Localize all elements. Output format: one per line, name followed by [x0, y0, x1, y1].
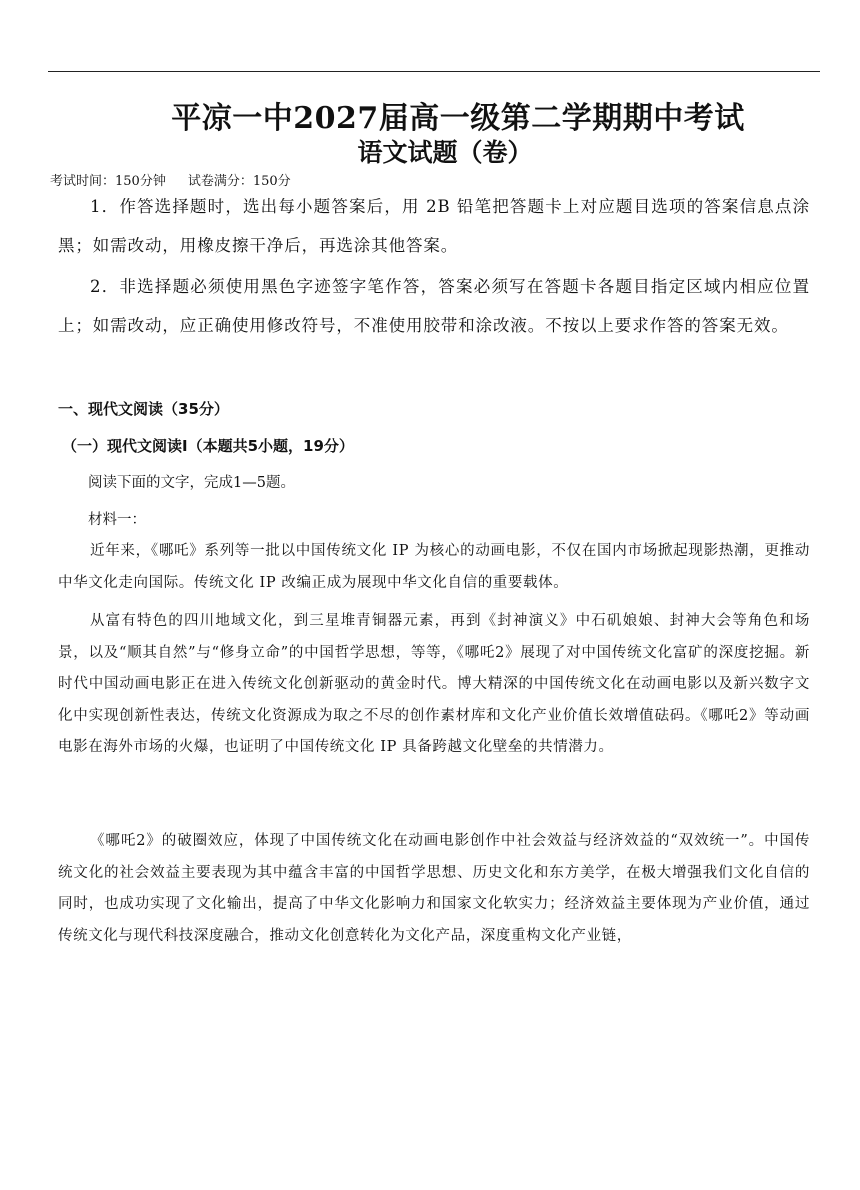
header-rule: [48, 71, 820, 72]
material-paragraph-2: 从富有特色的四川地域文化，到三星堆青铜器元素，再到《封神演义》中石矶娘娘、封神大会等角色和场景，以及“顺其自然”与“修身立命”的中国哲学思想，等等，《哪吒2》展现了对中国传统文化富矿的深度挖掘。新时代中国动画电影正在进入传统文化创新驱动的黄金时代。博大精深的中国传统文化在动画电影以及新兴数字文化中实现创新性表达，传统文化资源成为取之不尽的创作素材库和文化产业价值长效增值砝码。《哪吒2》等动画电影在海外市场的火爆，也证明了中国传统文化 IP 具备跨越文化壁垒的共情潜力。: [58, 613, 810, 755]
section-heading: 一、现代文阅读（35分）: [58, 400, 229, 418]
material-label: 材料一：: [88, 512, 146, 528]
exam-time-label: 考试时间：150分钟: [50, 174, 166, 189]
material-paragraph-1: 近年来，《哪吒》系列等一批以中国传统文化 IP 为核心的动画电影，不仅在国内市场掀起现影热潮，更推动中华文化走向国际。传统文化 IP 改编正成为展现中华文化自信的重要载体。: [58, 543, 810, 591]
exam-score-label: 试卷满分：150分: [187, 174, 291, 189]
instruction-1: 1．作答选择题时，选出每小题答案后，用 2B 铅笔把答题卡上对应题目选项的答案信息点涂黑；如需改动，用橡皮擦干净后，再选涂其他答案。: [58, 197, 810, 255]
subsection-heading: （一）现代文阅读Ⅰ（本题共5小题，19分）: [62, 437, 354, 455]
material-paragraph-3: 《哪吒2》的破圈效应，体现了中国传统文化在动画电影创作中社会效益与经济效益的“双效统一”。中国传统文化的社会效益主要表现为其中蕴含丰富的中国哲学思想、历史文化和东方美学，在极大增强我们文化自信的同时，也成功实现了文化输出，提高了中华文化影响力和国家文化软实力；经济效益主要体现为产业价值，通过传统文化与现代科技深度融合，推动文化创意转化为文化产品，深度重构文化产业链，: [58, 833, 810, 944]
reading-directions: 阅读下面的文字，完成1—5题。: [88, 475, 295, 491]
exam-title: 平凉一中2027届高一级第二学期期中考试: [171, 101, 745, 136]
exam-subtitle: 语文试题（卷）: [357, 138, 533, 167]
instruction-2: 2．非选择题必须使用黑色字迹签字笔作答，答案必须写在答题卡各题目指定区域内相应位置上；如需改动，应正确使用修改符号，不准使用胶带和涂改液。不按以上要求作答的答案无效。: [58, 277, 810, 335]
